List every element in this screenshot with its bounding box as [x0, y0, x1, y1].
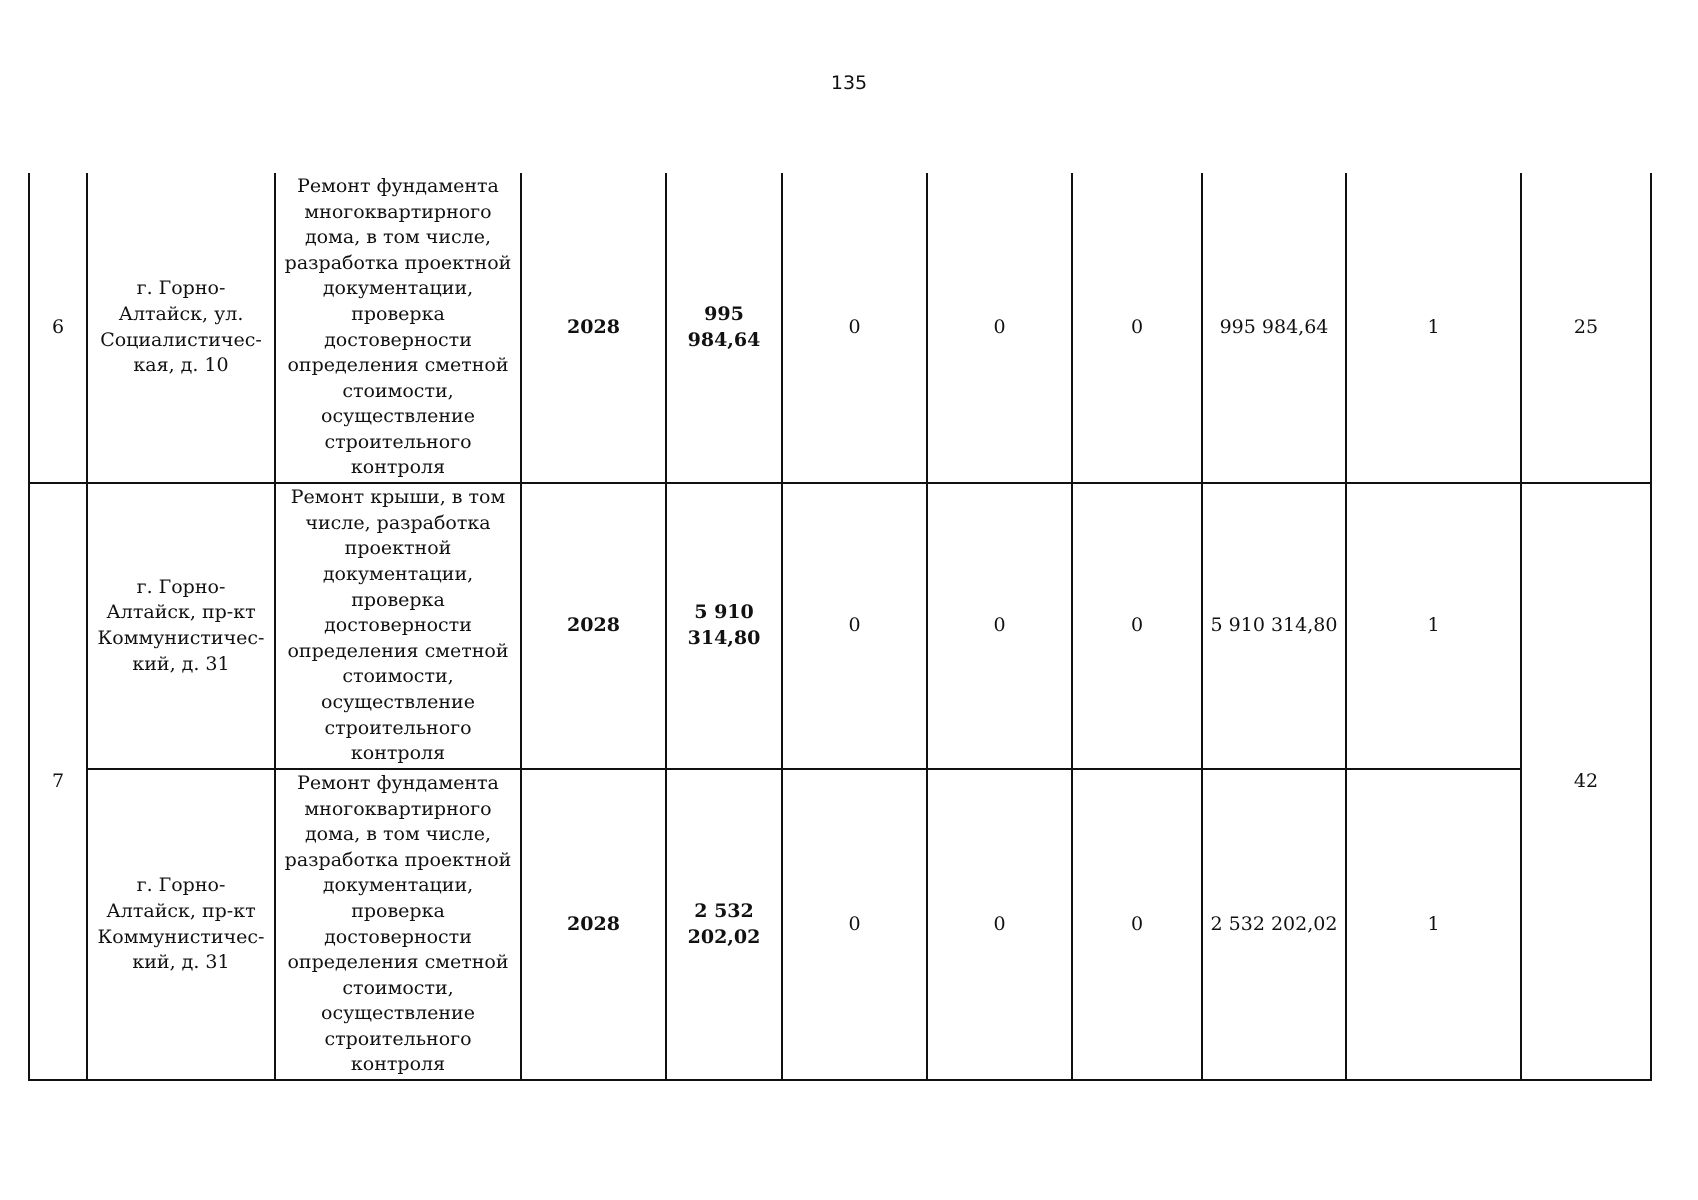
col6-cell: 0 [782, 769, 927, 1080]
col10-cell: 1 [1346, 769, 1521, 1080]
col9-cell: 2 532 202,02 [1202, 769, 1346, 1080]
col7-cell: 0 [927, 173, 1072, 483]
total-cost-cell: 995 984,64 [666, 173, 782, 483]
address-cell: г. Горно-Алтайск, пр-кт Коммунистичес-кий, д. 31 [87, 483, 275, 769]
col8-cell: 0 [1072, 173, 1202, 483]
address-cell: г. Горно-Алтайск, ул. Социалистичес-кая, д. 10 [87, 173, 275, 483]
col10-cell: 1 [1346, 173, 1521, 483]
col6-cell: 0 [782, 483, 927, 769]
year-cell: 2028 [521, 483, 666, 769]
total-cost-cell: 2 532 202,02 [666, 769, 782, 1080]
col11-cell: 25 [1521, 173, 1651, 483]
col7-cell: 0 [927, 483, 1072, 769]
work-type-cell: Ремонт фундамента многоквартирного дома, в том числе, разработка проектной документации, проверка достоверности определения сметной стоимости, осуществление строительного контроля [275, 173, 521, 483]
page-number: 135 [830, 72, 868, 94]
address-cell: г. Горно-Алтайск, пр-кт Коммунистичес-кий, д. 31 [87, 769, 275, 1080]
row-number-cell: 7 [29, 483, 87, 1080]
col8-cell: 0 [1072, 483, 1202, 769]
table-row [29, 173, 1651, 483]
total-cost-cell: 5 910 314,80 [666, 483, 782, 769]
work-type-cell: Ремонт крыши, в том числе, разработка проектной документации, проверка достоверности определения сметной стоимости, осуществление строительного контроля [275, 483, 521, 769]
col9-cell: 995 984,64 [1202, 173, 1346, 483]
table-row [29, 769, 1651, 1080]
col11-cell: 42 [1521, 483, 1651, 1080]
work-type-cell: Ремонт фундамента многоквартирного дома, в том числе, разработка проектной документации, проверка достоверности определения сметной стоимости, осуществление строительного контроля [275, 769, 521, 1080]
col8-cell: 0 [1072, 769, 1202, 1080]
program-table [28, 173, 1652, 1081]
year-cell: 2028 [521, 173, 666, 483]
col10-cell: 1 [1346, 483, 1521, 769]
col9-cell: 5 910 314,80 [1202, 483, 1346, 769]
row-number-cell: 6 [29, 173, 87, 483]
table-row [29, 483, 1651, 769]
col7-cell: 0 [927, 769, 1072, 1080]
col6-cell: 0 [782, 173, 927, 483]
year-cell: 2028 [521, 769, 666, 1080]
